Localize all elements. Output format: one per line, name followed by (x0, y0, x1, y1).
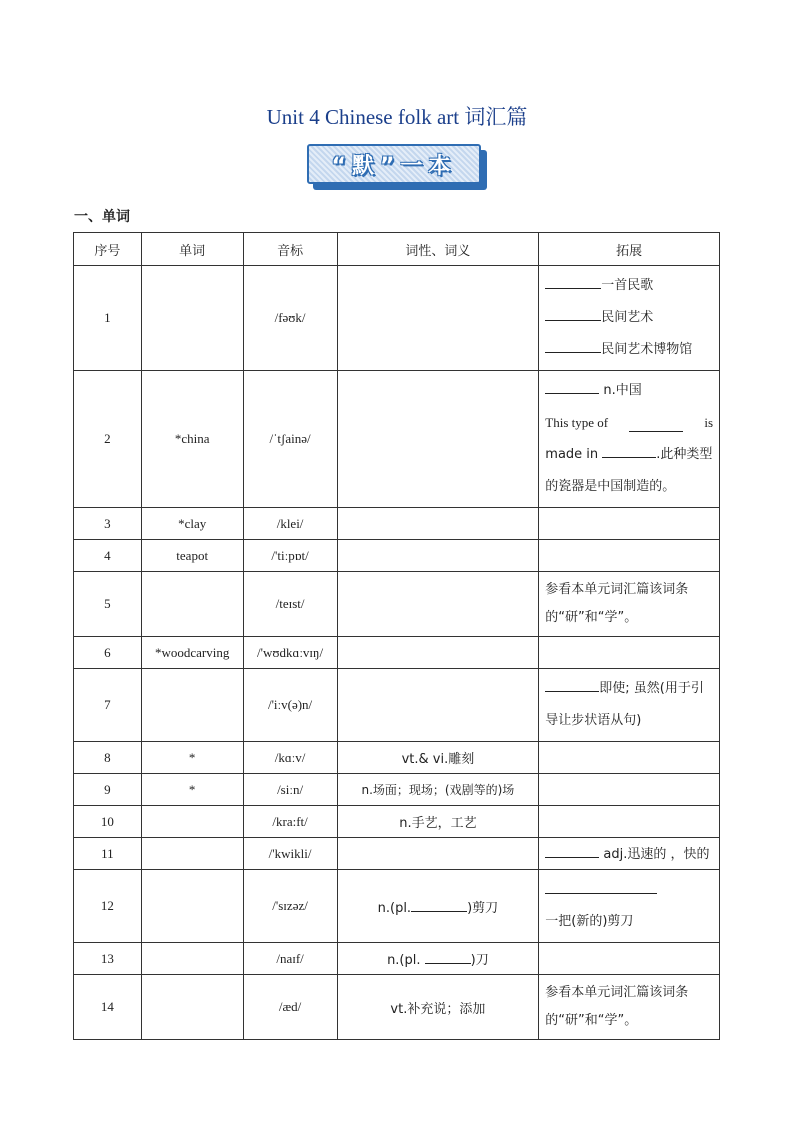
row-no: 13 (74, 943, 142, 975)
header-ipa: 音标 (243, 233, 337, 266)
fill-blank[interactable] (545, 879, 657, 894)
table-row (74, 266, 720, 371)
row-word (141, 838, 243, 870)
row-meaning: vt.& vi.雕刻 (337, 742, 539, 774)
ext-text: adj.迅速的 ，快的 (603, 846, 710, 862)
ext-text: 民间艺术博物馆 (601, 342, 693, 357)
row-extension (539, 838, 720, 870)
table-row (74, 774, 720, 806)
row-word (141, 572, 243, 637)
row-no: 12 (74, 870, 142, 943)
table-row (74, 371, 720, 508)
fill-blank[interactable] (602, 443, 656, 458)
row-extension (539, 806, 720, 838)
row-meaning (337, 637, 539, 669)
row-extension (539, 266, 720, 371)
fill-blank[interactable] (629, 417, 683, 432)
row-extension (539, 975, 720, 1040)
section-heading: 一、单词 (74, 209, 130, 225)
row-word: teapot (141, 540, 243, 572)
row-extension (539, 669, 720, 742)
row-extension (539, 637, 720, 669)
ext-text: 一首民歌 (601, 278, 654, 293)
header-no: 序号 (74, 233, 142, 266)
header-extension: 拓展 (539, 233, 720, 266)
row-extension (539, 943, 720, 975)
table-row (74, 838, 720, 870)
row-word: *clay (141, 508, 243, 540)
ext-text: is (704, 415, 713, 430)
table-row (74, 742, 720, 774)
row-no: 3 (74, 508, 142, 540)
row-no: 5 (74, 572, 142, 637)
fill-blank[interactable] (545, 379, 599, 394)
row-meaning (337, 572, 539, 637)
row-extension (539, 870, 720, 943)
row-no: 11 (74, 838, 142, 870)
row-meaning: n.场面；现场；(戏剧等的)场 (337, 774, 539, 806)
row-extension (539, 742, 720, 774)
table-row (74, 572, 720, 637)
row-no: 4 (74, 540, 142, 572)
row-meaning: n.手艺，工艺 (337, 806, 539, 838)
row-meaning (337, 266, 539, 371)
row-word (141, 806, 243, 838)
ext-text: made in (545, 447, 599, 462)
row-ipa: /æd/ (243, 975, 337, 1040)
ext-text: 的瓷器是中国制造的。 (545, 479, 676, 494)
row-extension (539, 540, 720, 572)
row-meaning (337, 508, 539, 540)
header-word: 单词 (141, 233, 243, 266)
row-extension (539, 371, 720, 508)
row-no: 6 (74, 637, 142, 669)
row-no: 9 (74, 774, 142, 806)
meaning-prefix: n.(pl. (387, 953, 421, 968)
fill-blank[interactable] (425, 949, 471, 964)
row-ipa: /'kwikli/ (243, 838, 337, 870)
row-no: 2 (74, 371, 142, 508)
table-row (74, 870, 720, 943)
row-extension (539, 774, 720, 806)
ext-text: n.中国 (603, 383, 642, 398)
row-ipa: /'iːv(ə)n/ (243, 669, 337, 742)
row-ipa: /klei/ (243, 508, 337, 540)
page-title: Unit 4 Chinese folk art 词汇篇 (266, 105, 528, 129)
table-row (74, 508, 720, 540)
table-row (74, 975, 720, 1040)
row-meaning (337, 669, 539, 742)
row-no: 14 (74, 975, 142, 1040)
row-word: *woodcarving (141, 637, 243, 669)
mo-yi-ben-badge (307, 144, 485, 188)
row-ipa: /teɪst/ (243, 572, 337, 637)
ext-text: 即使; 虽然(用于引 (599, 681, 704, 696)
row-word: * (141, 742, 243, 774)
fill-blank[interactable] (545, 306, 601, 321)
ext-text: 一把(新的)剪刀 (545, 914, 634, 929)
row-word: *china (141, 371, 243, 508)
fill-blank[interactable] (545, 677, 599, 692)
fill-blank[interactable] (545, 274, 601, 289)
row-word (141, 975, 243, 1040)
table-row (74, 943, 720, 975)
row-ipa: /'wʊdkɑːvɪŋ/ (243, 637, 337, 669)
badge-face (307, 144, 481, 184)
row-ipa: /kɑːv/ (243, 742, 337, 774)
table-header-row (74, 233, 720, 266)
fill-blank[interactable] (411, 897, 467, 912)
row-ipa: /fəʊk/ (243, 266, 337, 371)
meaning-suffix: )刀 (470, 953, 489, 968)
meaning-prefix: n.(pl. (377, 900, 412, 916)
row-meaning (337, 371, 539, 508)
ext-text: 参看本单元词汇篇该词条 (545, 985, 689, 1000)
table-row (74, 540, 720, 572)
row-extension (539, 508, 720, 540)
row-meaning: vt.补充说；添加 (337, 975, 539, 1040)
row-ipa: /'sɪzəz/ (243, 870, 337, 943)
table-row (74, 669, 720, 742)
ext-text: 的“研”和“学”。 (545, 1013, 638, 1028)
row-no: 8 (74, 742, 142, 774)
row-meaning (337, 540, 539, 572)
row-no: 1 (74, 266, 142, 371)
row-meaning (337, 943, 539, 975)
row-extension (539, 572, 720, 637)
row-ipa: /naɪf/ (243, 943, 337, 975)
row-word (141, 870, 243, 943)
row-ipa: /ˈtʃainə/ (243, 371, 337, 508)
row-meaning (337, 870, 539, 943)
header-meaning: 词性、词义 (337, 233, 539, 266)
badge-label: “默”一本 (331, 153, 457, 179)
fill-blank[interactable] (545, 843, 599, 858)
ext-text: This type of (545, 415, 609, 430)
ext-text: 的“研”和“学”。 (545, 610, 638, 625)
row-ipa: /siːn/ (243, 774, 337, 806)
row-no: 7 (74, 669, 142, 742)
row-no: 10 (74, 806, 142, 838)
ext-text: 导让步状语从句) (545, 713, 642, 728)
ext-text: .此种类型 (656, 447, 713, 462)
table-row (74, 806, 720, 838)
row-word (141, 943, 243, 975)
fill-blank[interactable] (545, 338, 601, 353)
meaning-suffix: )剪刀 (467, 900, 499, 916)
row-ipa: /kra:ft/ (243, 806, 337, 838)
vocab-table (73, 232, 720, 1040)
ext-text: 参看本单元词汇篇该词条 (545, 582, 689, 597)
row-word (141, 266, 243, 371)
row-ipa: /'tiːpɒt/ (243, 540, 337, 572)
row-word (141, 669, 243, 742)
row-word: * (141, 774, 243, 806)
ext-text: 民间艺术 (601, 310, 654, 325)
table-row (74, 637, 720, 669)
row-meaning (337, 838, 539, 870)
